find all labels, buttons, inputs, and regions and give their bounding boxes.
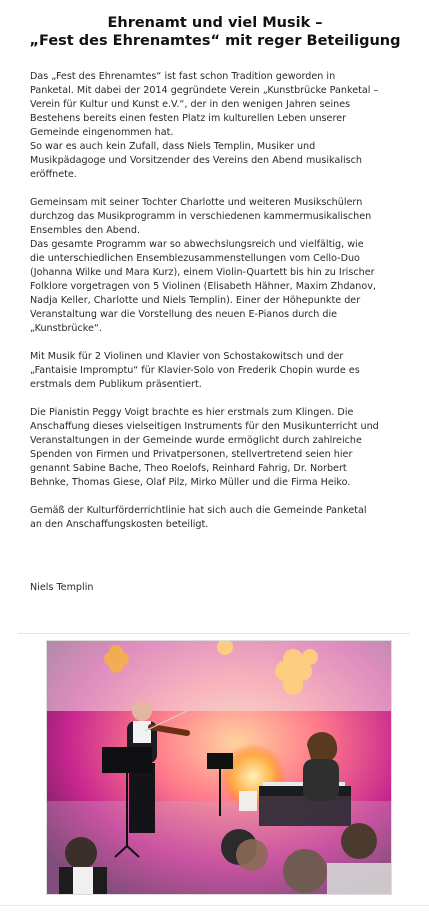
title-line-1: Ehrenamt und viel Musik – — [107, 15, 323, 31]
title-line-2: „Fest des Ehrenamtes“ mit reger Beteiligung — [29, 33, 401, 49]
article-body — [30, 70, 380, 546]
paragraph-5: Gemäß der Kulturförderrichtlinie hat sich auch die Gemeinde Panketal an den Anschaffungskosten beteiligt. — [30, 505, 367, 530]
article-title — [20, 14, 410, 50]
concert-photo — [46, 640, 392, 895]
bottom-rule — [0, 905, 429, 906]
signature: Niels Templin — [30, 582, 94, 593]
paragraph-4: Die Pianistin Peggy Voigt brachte es hier erstmals zum Klingen. Die Anschaffung dieses vielseitigen Instruments für den Musikunterricht und Veranstaltungen in der Gemeinde wurde ermöglicht durch zahlreiche Spenden von Firmen und Privatpersonen, stellvertretend seien hier genannt Sabine Bache, Theo Roelofs, Reinhard Fahrig, Dr. Norbert Behnke, Thomas Giese, Olaf Pilz, Mirko Müller und die Firma Heiko. — [30, 407, 379, 488]
paragraph-2: Gemeinsam mit seiner Tochter Charlotte und weiteren Musikschülern durchzog das Musikprogramm in verschiedenen kammermusikalischen Ensembles den Abend. Das gesamte Programm war so abwechslungsreich und vielfältig, wie die unterschiedlichen Ensemblezusammenstellungen vom Cello-Duo (Johanna Wilke und Mara Kurz), einem Violin-Quartett bis hin zu Irischer Folklore vorgetragen von 5 Violinen (Elisabeth Hähner, Maxim Zhdanov, Nadja Keller, Charlotte und Niels Templin). Einer der Höhepunkte der Veranstaltung war die Vorstellung des neuen E-Pianos durch die „Kunstbrücke“. — [30, 197, 376, 334]
paragraph-3: Mit Musik für 2 Violinen und Klavier von Schostakowitsch und der „Fantaisie Impromptu“ für Klavier-Solo von Frederik Chopin wurde es erstmals dem Publikum präsentiert. — [30, 351, 360, 390]
paragraph-1: Das „Fest des Ehrenamtes“ ist fast schon Tradition geworden in Panketal. Mit dabei der 2014 gegründete Verein „Kunstbrücke Panketal – Verein für Kultur und Kunst e.V.“, der in den wenigen Jahren seines Bestehens bereits einen festen Platz im kulturellen Leben unserer Gemeinde eingenommen hat. So war es auch kein Zufall, dass Niels Templin, Musiker und Musikpädagoge und Vorsitzender des Vereins den Abend musikalisch eröffnete. — [30, 71, 379, 180]
divider — [18, 633, 410, 634]
